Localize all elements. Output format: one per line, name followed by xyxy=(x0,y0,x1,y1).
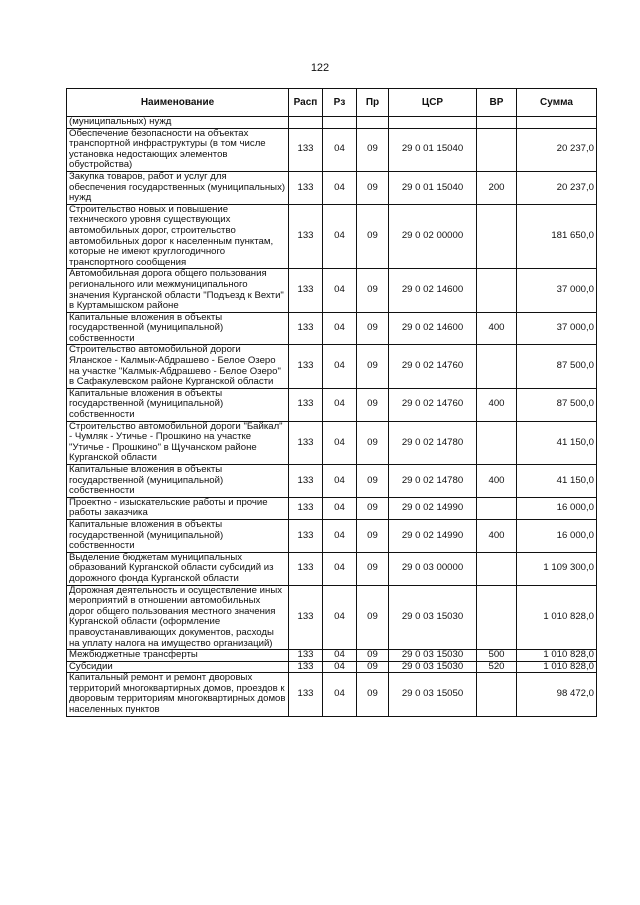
cell-name: Дорожная деятельность и осуществление иных мероприятий в отношении автомобильных дорог общего пользования местного значения Курганской области (оформление правоустанавливающих документов, расходы на уплату налога на имущество организаций) xyxy=(67,585,289,650)
cell-vr xyxy=(477,269,517,312)
page-number: 122 xyxy=(310,62,330,74)
header-rz: Рз xyxy=(323,89,357,117)
cell-rz: 04 xyxy=(323,650,357,662)
cell-vr: 400 xyxy=(477,312,517,345)
cell-csr: 29 0 02 14780 xyxy=(389,465,477,498)
cell-name: Межбюджетные трансферты xyxy=(67,650,289,662)
header-row xyxy=(67,89,597,117)
cell-pr: 09 xyxy=(357,673,389,716)
cell-pr: 09 xyxy=(357,312,389,345)
cell-vr xyxy=(477,497,517,519)
cell-csr: 29 0 02 14760 xyxy=(389,388,477,421)
header-rasp: Расп xyxy=(289,89,323,117)
header-sum: Сумма xyxy=(517,89,597,117)
cell-name: Проектно - изыскательские работы и прочие работы заказчика xyxy=(67,497,289,519)
header-pr: Пр xyxy=(357,89,389,117)
cell-vr xyxy=(477,421,517,464)
cell-csr: 29 0 02 14990 xyxy=(389,519,477,552)
cell-sum: 1 010 828,0 xyxy=(517,585,597,650)
cell-rasp: 133 xyxy=(289,661,323,673)
cell-rasp: 133 xyxy=(289,552,323,585)
cell-csr: 29 0 02 14780 xyxy=(389,421,477,464)
cell-vr xyxy=(477,345,517,388)
cell-rasp: 133 xyxy=(289,345,323,388)
cell-vr xyxy=(477,204,517,269)
cell-sum: 1 010 828,0 xyxy=(517,661,597,673)
table-row xyxy=(67,497,597,519)
table-header xyxy=(67,89,597,117)
cell-sum: 41 150,0 xyxy=(517,421,597,464)
table-row xyxy=(67,661,597,673)
cell-vr xyxy=(477,128,517,171)
cell-rasp: 133 xyxy=(289,673,323,716)
cell-pr: 09 xyxy=(357,421,389,464)
table-row xyxy=(67,673,597,716)
table-row xyxy=(67,204,597,269)
cell-csr: 29 0 03 15030 xyxy=(389,661,477,673)
cell-rasp: 133 xyxy=(289,465,323,498)
cell-name: Капитальные вложения в объекты государственной (муниципальной) собственности xyxy=(67,388,289,421)
cell-rz: 04 xyxy=(323,421,357,464)
cell-vr: 400 xyxy=(477,519,517,552)
cell-pr: 09 xyxy=(357,171,389,204)
cell-rasp: 133 xyxy=(289,421,323,464)
cell-csr xyxy=(389,117,477,129)
cell-rz: 04 xyxy=(323,552,357,585)
table-body xyxy=(67,117,597,717)
cell-csr: 29 0 02 14990 xyxy=(389,497,477,519)
cell-vr xyxy=(477,673,517,716)
cell-pr: 09 xyxy=(357,552,389,585)
cell-sum: 41 150,0 xyxy=(517,465,597,498)
cell-rasp: 133 xyxy=(289,388,323,421)
header-name: Наименование xyxy=(67,89,289,117)
cell-sum xyxy=(517,117,597,129)
cell-vr xyxy=(477,117,517,129)
cell-pr: 09 xyxy=(357,345,389,388)
cell-sum: 20 237,0 xyxy=(517,171,597,204)
cell-sum: 1 109 300,0 xyxy=(517,552,597,585)
cell-sum: 87 500,0 xyxy=(517,345,597,388)
cell-name: Автомобильная дорога общего пользования регионального или межмуниципального значения Курганской области "Подъезд к Вехти" в Куртамышском районе xyxy=(67,269,289,312)
cell-rasp: 133 xyxy=(289,650,323,662)
table-row xyxy=(67,519,597,552)
cell-sum: 181 650,0 xyxy=(517,204,597,269)
cell-rz: 04 xyxy=(323,204,357,269)
cell-pr: 09 xyxy=(357,519,389,552)
table-row xyxy=(67,171,597,204)
cell-rz: 04 xyxy=(323,312,357,345)
table-row xyxy=(67,269,597,312)
table-row xyxy=(67,117,597,129)
cell-pr: 09 xyxy=(357,497,389,519)
table-row xyxy=(67,585,597,650)
cell-pr: 09 xyxy=(357,465,389,498)
table-row xyxy=(67,465,597,498)
cell-csr: 29 0 03 15030 xyxy=(389,650,477,662)
cell-vr xyxy=(477,552,517,585)
table-row xyxy=(67,421,597,464)
cell-csr: 29 0 03 00000 xyxy=(389,552,477,585)
table-row xyxy=(67,552,597,585)
cell-rz: 04 xyxy=(323,269,357,312)
cell-name: Закупка товаров, работ и услуг для обеспечения государственных (муниципальных) нужд xyxy=(67,171,289,204)
cell-sum: 37 000,0 xyxy=(517,269,597,312)
cell-csr: 29 0 01 15040 xyxy=(389,171,477,204)
cell-rasp xyxy=(289,117,323,129)
cell-rasp: 133 xyxy=(289,497,323,519)
cell-csr: 29 0 02 14600 xyxy=(389,312,477,345)
budget-table xyxy=(66,88,597,717)
cell-rz: 04 xyxy=(323,673,357,716)
cell-rz: 04 xyxy=(323,465,357,498)
cell-rasp: 133 xyxy=(289,269,323,312)
cell-rz: 04 xyxy=(323,171,357,204)
header-csr: ЦСР xyxy=(389,89,477,117)
cell-rasp: 133 xyxy=(289,204,323,269)
cell-pr: 09 xyxy=(357,650,389,662)
cell-pr: 09 xyxy=(357,204,389,269)
cell-pr: 09 xyxy=(357,269,389,312)
cell-name: Обеспечение безопасности на объектах транспортной инфраструктуры (в том числе установка недостающих элементов обустройства) xyxy=(67,128,289,171)
cell-csr: 29 0 02 14600 xyxy=(389,269,477,312)
cell-name: Выделение бюджетам муниципальных образований Курганской области субсидий из дорожного фонда Курганской области xyxy=(67,552,289,585)
cell-pr: 09 xyxy=(357,661,389,673)
cell-vr: 400 xyxy=(477,465,517,498)
cell-rz: 04 xyxy=(323,497,357,519)
cell-sum: 16 000,0 xyxy=(517,497,597,519)
cell-name: Капитальные вложения в объекты государственной (муниципальной) собственности xyxy=(67,312,289,345)
cell-sum: 37 000,0 xyxy=(517,312,597,345)
cell-vr: 520 xyxy=(477,661,517,673)
cell-csr: 29 0 01 15040 xyxy=(389,128,477,171)
cell-name: Субсидии xyxy=(67,661,289,673)
cell-rasp: 133 xyxy=(289,585,323,650)
header-vr: ВР xyxy=(477,89,517,117)
cell-name: Строительство автомобильной дороги Яланское - Калмык-Абдрашево - Белое Озеро на участке "Калмык-Абдрашево - Белое Озеро" в Сафакулевском районе Курганской области xyxy=(67,345,289,388)
cell-csr: 29 0 02 00000 xyxy=(389,204,477,269)
table-row xyxy=(67,388,597,421)
cell-rz: 04 xyxy=(323,519,357,552)
cell-pr xyxy=(357,117,389,129)
cell-rz: 04 xyxy=(323,128,357,171)
cell-sum: 20 237,0 xyxy=(517,128,597,171)
table-row xyxy=(67,312,597,345)
cell-name: Капитальные вложения в объекты государственной (муниципальной) собственности xyxy=(67,465,289,498)
cell-sum: 98 472,0 xyxy=(517,673,597,716)
cell-name: Строительство автомобильной дороги "Байкал" - Чумляк - Утичье - Прошкино на участке "Утичье - Прошкино" в Щучанском районе Курганской области xyxy=(67,421,289,464)
cell-pr: 09 xyxy=(357,128,389,171)
table-row xyxy=(67,650,597,662)
cell-rasp: 133 xyxy=(289,128,323,171)
cell-vr: 400 xyxy=(477,388,517,421)
cell-name: Капитальный ремонт и ремонт дворовых территорий многоквартирных домов, проездов к дворовым территориям многоквартирных домов населенных пунктов xyxy=(67,673,289,716)
table-row xyxy=(67,128,597,171)
cell-sum: 87 500,0 xyxy=(517,388,597,421)
cell-rz: 04 xyxy=(323,585,357,650)
cell-rz xyxy=(323,117,357,129)
cell-csr: 29 0 03 15050 xyxy=(389,673,477,716)
cell-rasp: 133 xyxy=(289,519,323,552)
cell-csr: 29 0 02 14760 xyxy=(389,345,477,388)
cell-vr xyxy=(477,585,517,650)
cell-name: Строительство новых и повышение технического уровня существующих автомобильных дорог, строительство автомобильных дорог к населенным пунктам, которые не имеют круглогодичного транспортного сообщения xyxy=(67,204,289,269)
cell-csr: 29 0 03 15030 xyxy=(389,585,477,650)
cell-pr: 09 xyxy=(357,388,389,421)
cell-vr: 200 xyxy=(477,171,517,204)
cell-rz: 04 xyxy=(323,388,357,421)
cell-sum: 16 000,0 xyxy=(517,519,597,552)
cell-rz: 04 xyxy=(323,345,357,388)
cell-vr: 500 xyxy=(477,650,517,662)
cell-rz: 04 xyxy=(323,661,357,673)
table-row xyxy=(67,345,597,388)
cell-rasp: 133 xyxy=(289,171,323,204)
cell-rasp: 133 xyxy=(289,312,323,345)
cell-name: (муниципальных) нужд xyxy=(67,117,289,129)
cell-sum: 1 010 828,0 xyxy=(517,650,597,662)
cell-pr: 09 xyxy=(357,585,389,650)
cell-name: Капитальные вложения в объекты государственной (муниципальной) собственности xyxy=(67,519,289,552)
